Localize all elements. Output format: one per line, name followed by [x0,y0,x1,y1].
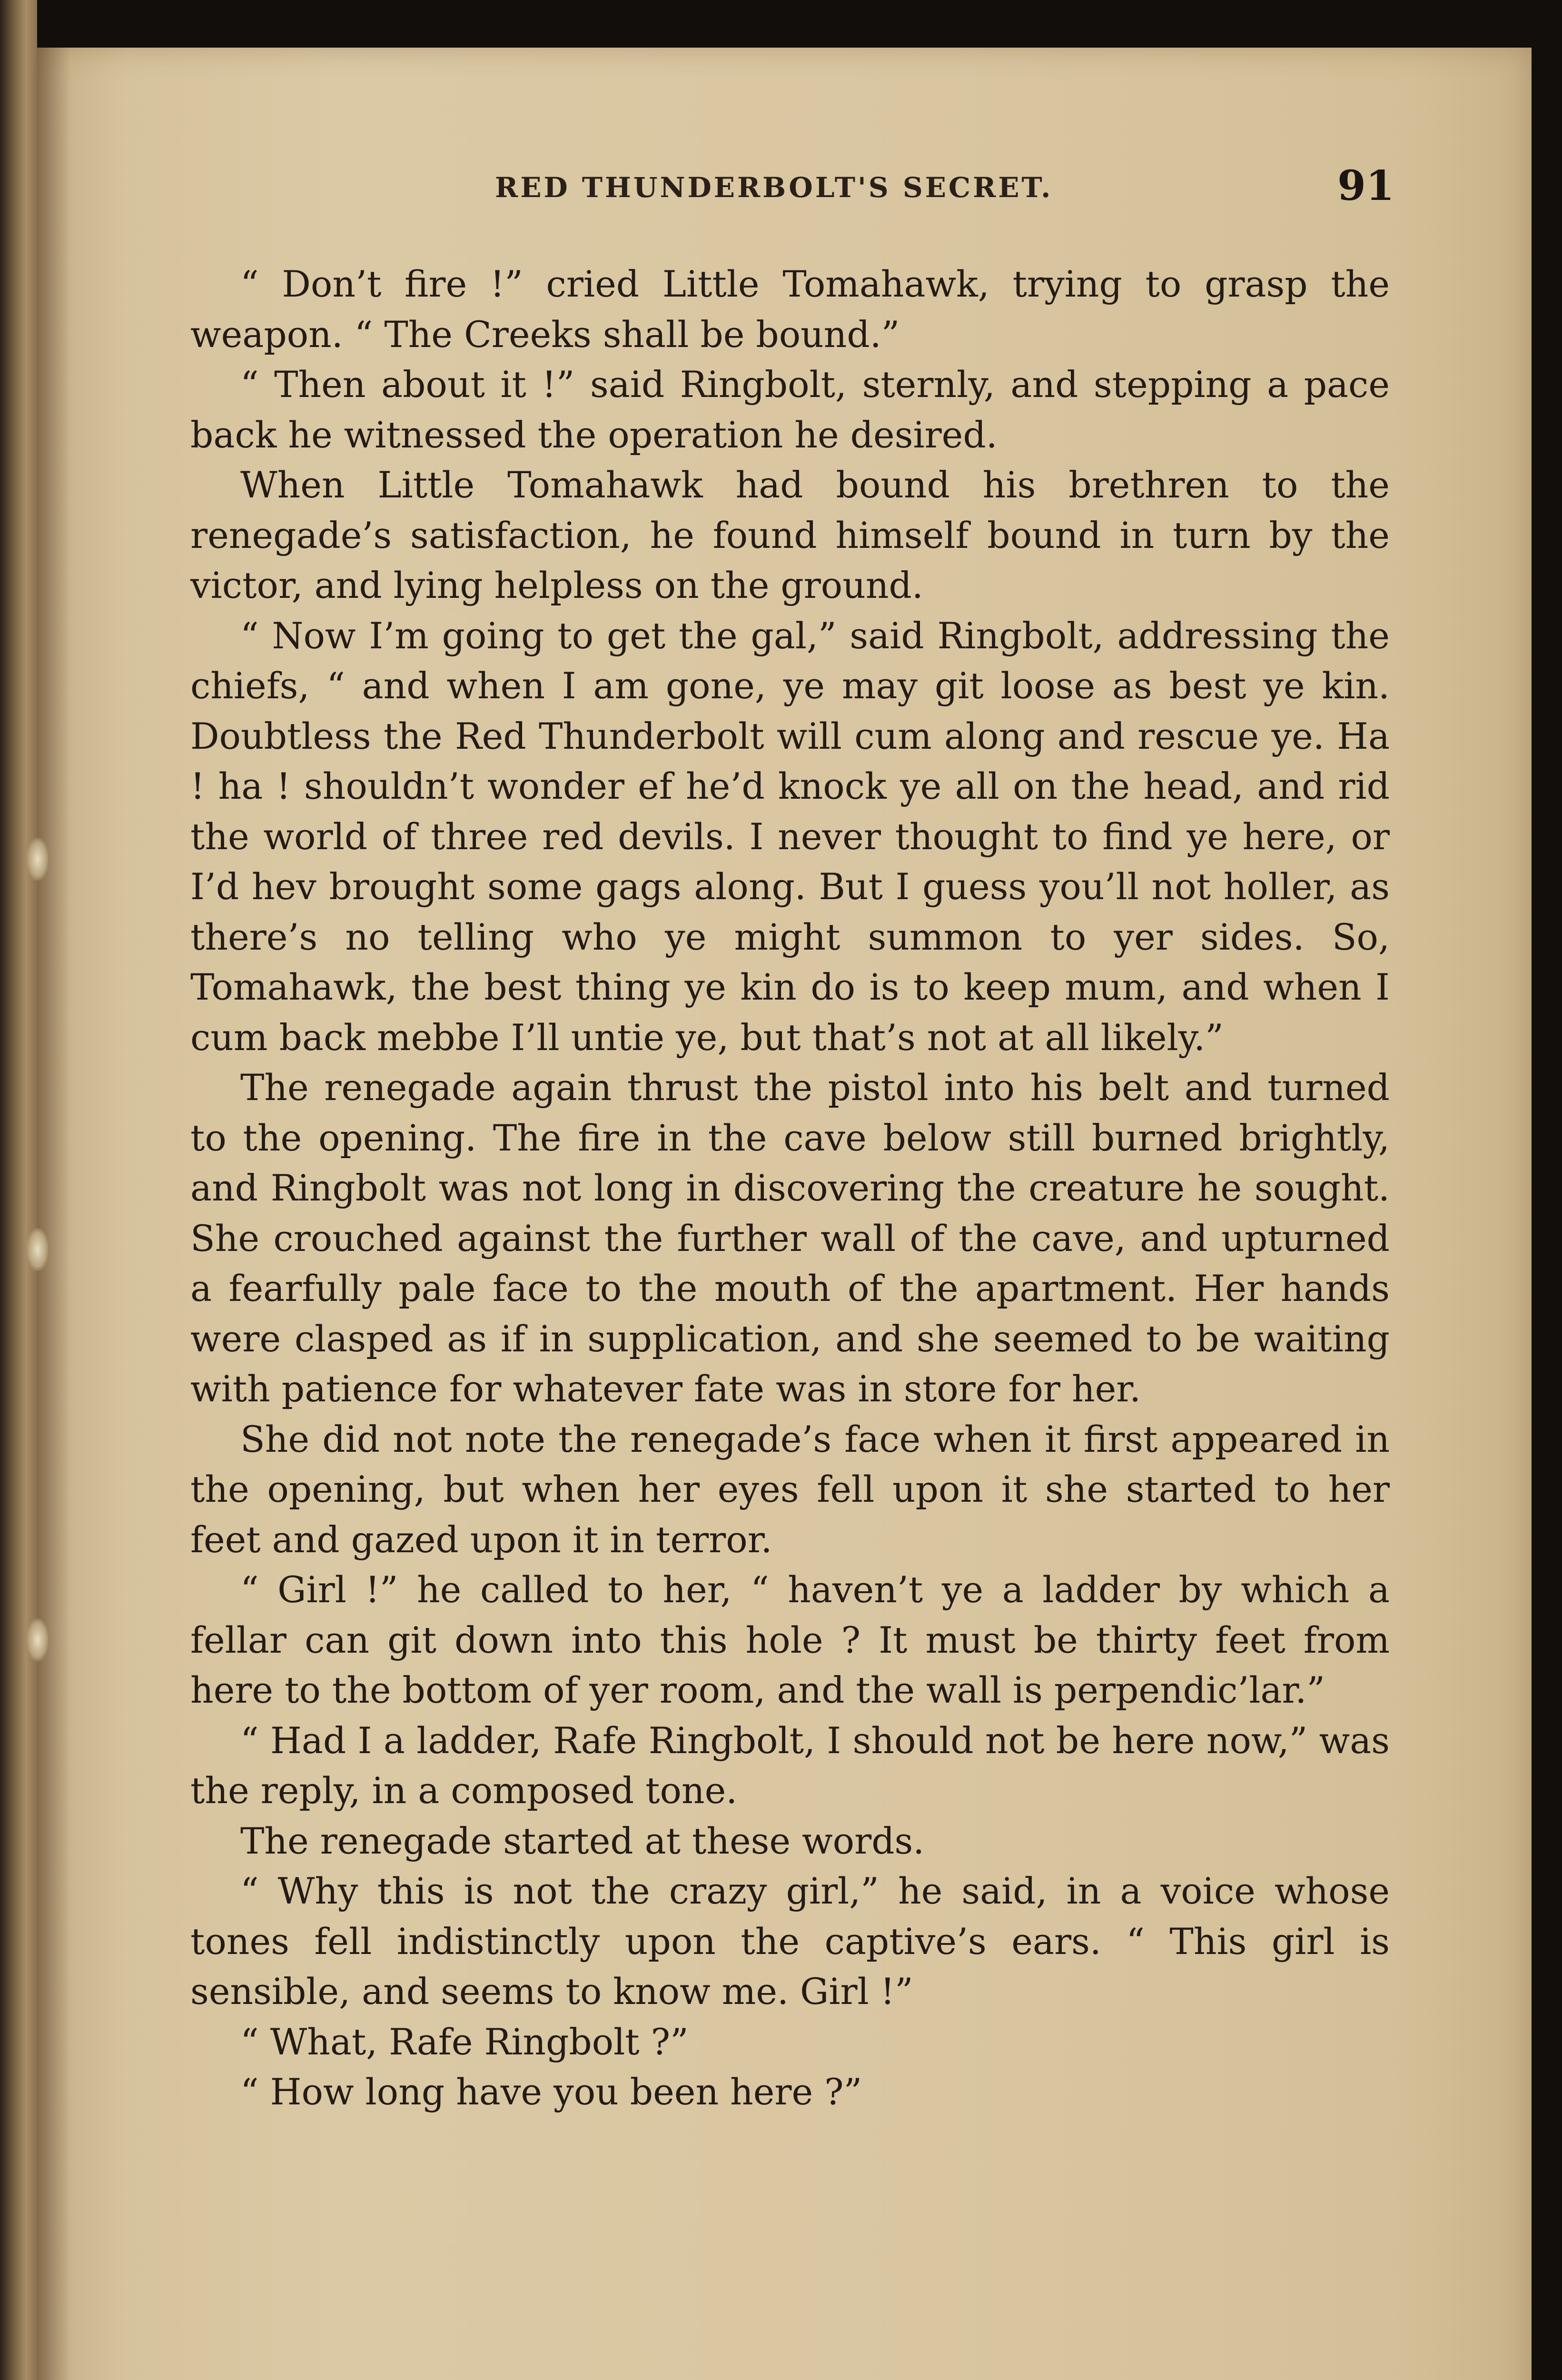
paragraph: She did not note the renegade’s face when it first appeared in the opening, but when her eyes fell upon it she started to her feet and gazed upon it in terror. [190,1418,1390,1561]
paragraph: The renegade again thrust the pistol into his belt and turned to the opening. The fire in the cave below still burned brightly, and Ringbolt was not long in discovering the creature he sought. She crouched against the further wall of the cave, and upturned a fearfully pale face to the mouth of the apartment. Her hands were clasped as if in supplication, and she seemed to be waiting with patience for whatever fate was in store for her. [190,1067,1390,1410]
paragraph: “ Don’t fire !” cried Little Tomahawk, trying to grasp the weapon. “ The Creeks shall be bound.” [190,263,1390,356]
paragraph: “ Had I a ladder, Rafe Ringbolt, I should not be here now,” was the reply, in a composed tone. [190,1719,1390,1812]
paragraph: “ What, Rafe Ringbolt ?” [240,2021,689,2063]
body-text [190,259,1390,2118]
binding-stitch [27,1228,49,1271]
paragraph: “ Now I’m going to get the gal,” said Ringbolt, addressing the chiefs, “ and when I am gone, ye may git loose as best ye kin. Doubtless the Red Thunderbolt will cum along and rescue ye. Ha ! ha ! shouldn’t wonder ef he’d knock ye all on the head, and rid the world of three red devils. I never thought to find ye here, or I’d hev brought some gags along. But I guess you’ll not holler, as there’s no telling who ye might summon to yer sides. So, Tomahawk, the best thing ye kin do is to keep mum, and when I cum back mebbe I’ll untie ye, but that’s not at all likely.” [190,615,1390,1059]
page-number: 91 [1337,162,1394,210]
paragraph: The renegade started at these words. [240,1820,925,1862]
left-page-edge [0,0,37,2380]
paragraph: “ Why this is not the crazy girl,” he said, in a voice whose tones fell indistinctly upon the captive’s ears. “ This girl is sensible, and seems to know me. Girl !” [190,1870,1390,2013]
paragraph: When Little Tomahawk had bound his brethren to the renegade’s satisfaction, he found himself bound in turn by the victor, and lying helpless on the ground. [190,464,1390,606]
paragraph: “ How long have you been here ?” [240,2071,862,2113]
binding-gutter [37,48,70,2380]
binding-stitch [27,838,49,881]
paragraph: “ Girl !” he called to her, “ haven’t ye a ladder by which a fellar can git down into this hole ? It must be thirty feet from here to the bottom of yer room, and the wall is perpendic’lar.” [190,1569,1390,1711]
paragraph: “ Then about it !” said Ringbolt, sternly, and stepping a pace back he witnessed the operation he desired. [190,364,1390,456]
running-header: RED THUNDERBOLT'S SECRET. [495,171,1053,204]
binding-stitch [27,1618,49,1661]
